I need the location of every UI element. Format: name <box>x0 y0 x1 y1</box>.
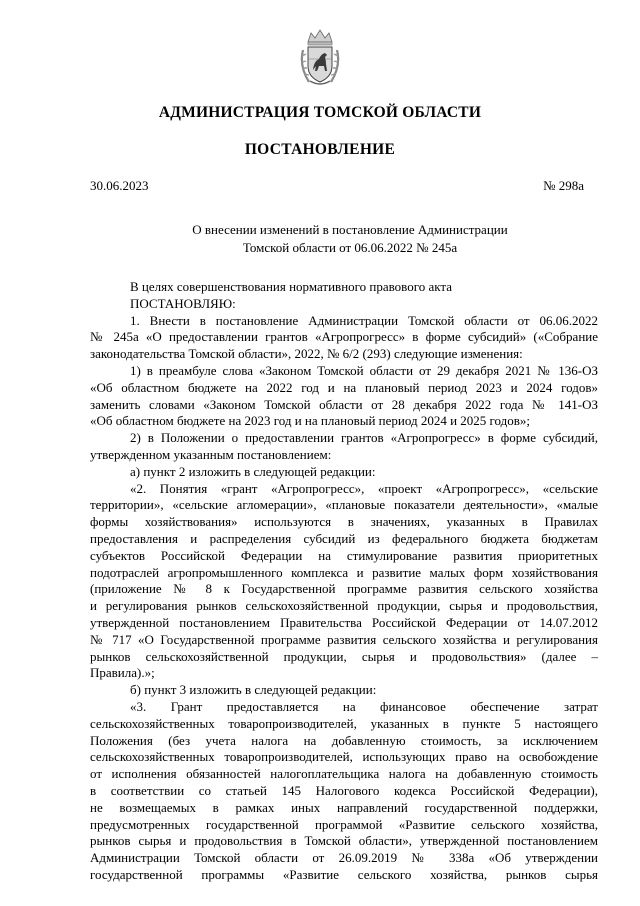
body-line: формы хозяйствования» используются в значениях, указанных в Правилах <box>90 514 598 530</box>
organization-title: АДМИНИСТРАЦИЯ ТОМСКОЙ ОБЛАСТИ <box>158 104 482 121</box>
body-line: «Об областном бюджете на 2023 год и на плановый период 2024 и 2025 годов»; <box>90 413 531 429</box>
body-line: предусмотренных государственной программой «Развитие сельского хозяйства, <box>90 816 598 832</box>
body-line: заменить словами «Законом Томской области от 28 декабря 2022 года № 141-ОЗ <box>90 396 598 412</box>
body-line: 1) в преамбуле слова «Законом Томской области от 29 декабря 2021 № 136-ОЗ <box>130 362 598 378</box>
subject-line: О внесении изменений в постановление Администрации <box>192 222 508 237</box>
body-line: в соответствии со статьей 145 Налогового кодекса Российской Федерации), <box>90 782 598 798</box>
body-line: № 245а «О предоставлении грантов «Агропрогресс» в форме субсидий» («Собрание <box>90 329 598 345</box>
body-line: Положения (без учета налога на добавленную стоимость, за исключением <box>90 732 598 748</box>
tomsk-coat-of-arms-icon <box>299 28 341 88</box>
body-line: Администрации Томской области от 26.09.2019 № 338а «Об утверждении <box>90 850 598 866</box>
body-line: и регулирования рынков сельскохозяйственной продукции, сырья и продовольствия, <box>90 598 598 614</box>
document-subject <box>120 221 580 257</box>
body-line: утвержденном указанным постановлением: <box>90 446 332 462</box>
subject-line: Томской области от 06.06.2022 № 245а <box>242 240 458 255</box>
body-line: от исполнения обязанностей налогоплательщика налога на добавленную стоимость <box>90 766 598 782</box>
body-line: а) пункт 2 изложить в следующей редакции: <box>130 463 376 479</box>
body-line: б) пункт 3 изложить в следующей редакции: <box>130 682 377 698</box>
document-date: 30.06.2023 <box>90 178 149 193</box>
body-line: Правила).»; <box>90 665 155 681</box>
body-line: В целях совершенствования нормативного правового акта <box>130 279 453 294</box>
body-line: государственной программы «Развитие сельского хозяйства, рынков сырья <box>90 866 598 882</box>
body-line: территории», «сельские агломерации», «плановые показатели деятельности», «малые <box>90 497 598 513</box>
body-line: подотраслей агропромышленного комплекса и развитие малых форм хозяйствования <box>90 564 598 580</box>
document-body <box>90 279 598 884</box>
body-line: не возмещаемых в рамках иных направлений государственной поддержки, <box>90 799 598 815</box>
body-line: № 717 «О Государственной программе развития сельского хозяйства и регулирования <box>90 631 598 647</box>
body-line: «Об областном бюджете на 2022 год и на плановый период 2023 и 2024 годов» <box>90 379 598 395</box>
body-line: ПОСТАНОВЛЯЮ: <box>130 295 236 311</box>
body-line: 1. Внести в постановление Администрации Томской области от 06.06.2022 <box>130 312 598 328</box>
document-number: № 298а <box>543 178 584 193</box>
body-line: (приложение № 8 к Государственной программе развития сельского хозяйства <box>90 581 598 597</box>
body-line: субъектов Российской Федерации на стимулирование развития приоритетных <box>90 547 598 563</box>
body-line: «3. Грант предоставляется на финансовое обеспечение затрат <box>130 698 598 714</box>
body-line: рынков сельскохозяйственной продукции, сырья и продовольствия» (далее – <box>90 648 598 664</box>
body-line: утвержденной постановлением Правительства Российской Федерации от 14.07.2012 <box>90 614 598 630</box>
body-line: сельскохозяйственных товаропроизводителей, указанных в пункте 5 настоящего <box>90 715 598 731</box>
document-type: ПОСТАНОВЛЕНИЕ <box>244 141 396 158</box>
body-line: сельскохозяйственных товаропроизводителей, использующих право на освобождение <box>90 749 598 765</box>
body-line: 2) в Положении о предоставлении грантов «Агропрогресс» в форме субсидий, <box>130 430 598 446</box>
body-line: законодательства Томской области», 2022, № 6/2 (293) следующие изменения: <box>90 346 523 362</box>
body-line: предоставления и распределения субсидий из федерального бюджета бюджетам <box>90 530 598 546</box>
body-line: «2. Понятия «грант «Агропрогресс», «проект «Агропрогресс», «сельские <box>130 480 598 496</box>
body-line: рынков сырья и продовольствия в Томской области», утвержденной постановлением <box>90 833 598 849</box>
